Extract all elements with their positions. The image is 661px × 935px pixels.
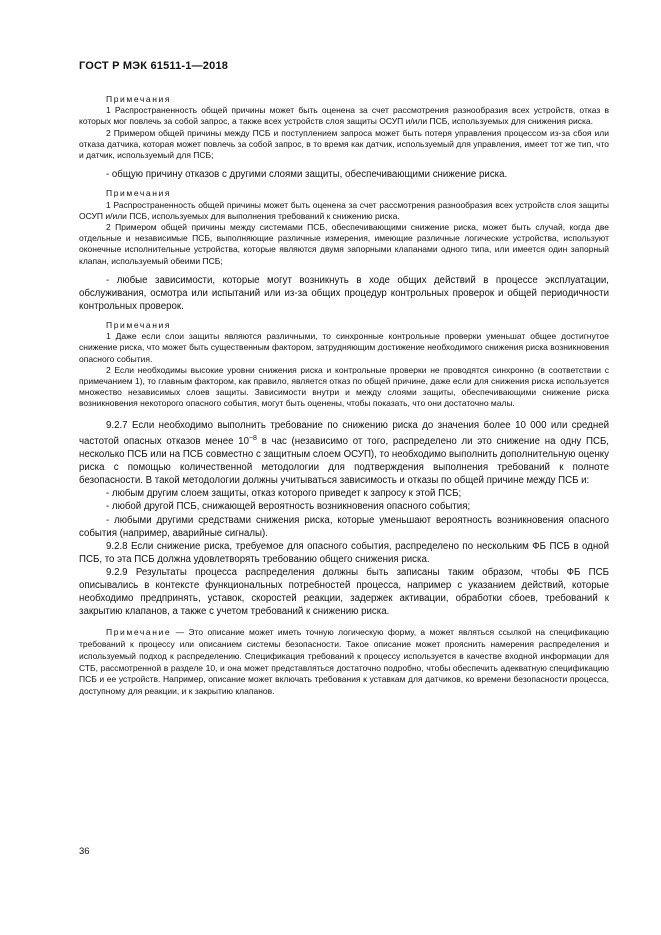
note-item: 1 Даже если слои защиты являются различными, то синхронные контрольные проверки уменьшат общее достигнутое снижение риска, что может быть существенным фактором, затрудняющим достижение необходимого снижения риска возникновения опасного события. <box>79 331 609 364</box>
note-block-1 <box>79 94 609 161</box>
exponent: −8 <box>248 434 257 442</box>
clauses-block <box>79 419 609 619</box>
clause-9-2-9: 9.2.9 Результаты процесса распределения должны быть записаны таким образом, чтобы ФБ ПСБ описывались в контексте функциональных потребностей процесса, например с указанием действий, которые необходимо предпринять, уставок, скоростей реакции, задержек активации, обработки сбоев, требований к закрытию клапанов, а также с учетом требований к снижению риска. <box>79 566 609 618</box>
note-item: 2 Если необходимы высокие уровни снижения риска и контрольные проверки не проводятся синхронно (в соответствии с примечанием 1), то главным фактором, как правило, является отказ по общей причине, даже если для снижения риска используется множество независимых слоев защиты. Зависимости внутри и между слоями защиты, обеспечивающими снижение риска возникновения некоторого опасного события, могут быть оценены, чтобы показать, что они достаточно малы. <box>79 364 609 409</box>
note-item: 2 Примером общей причины между системами ПСБ, обеспечивающими снижение риска, может быть случай, когда две отдельные и независимые ПСБ, выполняющие различные измерения, имеющие различные логические устройства, используют оконечные исполнительные устройства, которые являются двумя запорными клапанами одного типа, или имеется один запорный клапан, используемый обеими ПСБ; <box>79 221 609 266</box>
note-item: 2 Примером общей причины между ПСБ и поступлением запроса может быть потеря управления процессом из-за сбоя или отказа датчика, которая может повлечь за собой запрос, в то время как датчик, используемый для управления, имеет тот же тип, что и датчик, используемый для ПСБ; <box>79 127 609 161</box>
note-item: 1 Распространенность общей причины может быть оценена за счет рассмотрения разнообразия всех устройств слоя защиты ОСУП и/или ПСБ, используемых для выполнения требований к снижению риска. <box>79 199 609 221</box>
bullet-item: - любые зависимости, которые могут возникнуть в ходе общих действий в процессе эксплуатации, обслуживания, осмотра или испытаний или из-за общих процедур контрольных проверок и общей периодичности контрольных проверок. <box>79 274 609 312</box>
clause-list-item: - любой другой ПСБ, снижающей вероятность возникновения опасного события; <box>106 501 471 513</box>
clause-9-2-7-text-cont: в час (независимо от того, распределено ли это снижение на одну ПСБ, несколько ПСБ или на ПСБ совместно с защитным слоем ОСУП), то необходимо выполнить дополнительную оценку риска с помощью количественной методологии для подтверждения выполнения требований к полноте безопасности. В такой методологии должны учитываться зависимость и отказы по общей причине между ПСБ и: <box>79 435 609 487</box>
final-note <box>79 627 609 698</box>
note-title: Примечания <box>106 188 172 199</box>
page-number: 36 <box>79 846 90 857</box>
bullet-block-1 <box>79 168 609 181</box>
bullet-block-2 <box>79 274 609 313</box>
bullet-item: - общую причину отказов с другими слоями защиты, обеспечивающими снижение риска. <box>106 169 508 181</box>
clause-list-item: - любым другим слоем защиты, отказ которого приведет к запросу к этой ПСБ; <box>106 488 462 500</box>
clause-9-2-7 <box>79 419 609 488</box>
final-note-label: Примечание <box>106 627 172 638</box>
note-title: Примечания <box>106 94 172 104</box>
note-item: 1 Распространенность общей причины может быть оценена за счет рассмотрения разнообразия всех устройств, отказ в которых мог повлечь за собой запрос, а также всех устройств слоя защиты ОСУП и/или ПСБ, используемых для снижения риска. <box>79 105 609 127</box>
final-note-text: — Это описание может иметь точную логическую форму, а может являться ссылкой на спецификацию требований к процессу или описанием системы безопасности. Такое описание может прояснить намерения распределения и используемый подход к распределению. Спецификация требований к процессу используется в качестве входной информации для СТБ, рассмотренной в разделе 10, и она может представляться достаточно подробно, чтобы обеспечить адекватную спецификацию ПСБ и ее устройств. Например, описание может включать требования к уставкам для датчиков, ко времени безопасности процесса, доступному для реакции, и к закрытию клапанов. <box>79 627 609 697</box>
clause-9-2-8: 9.2.8 Если снижение риска, требуемое для опасного события, распределено по нескольким ФБ ПСБ в одной ПСБ, то эта ПСБ должна удовлетворять требованию общего снижения риска. <box>79 540 609 565</box>
document-header: ГОСТ Р МЭК 61511-1—2018 <box>79 60 229 72</box>
page-content <box>79 94 609 698</box>
note-block-2 <box>79 188 609 266</box>
note-title: Примечания <box>106 320 172 331</box>
note-block-3 <box>79 320 609 410</box>
clause-list-item: - любыми другими средствами снижения риска, которые уменьшают вероятность возникновения опасного события (например, аварийные сигналы). <box>79 514 609 539</box>
clause-9-2-7-text: 9.2.7 Если необходимо выполнить требование по снижению риска до значения более 10 000 или средней частотой опасных отказов менее 10 <box>79 419 609 447</box>
